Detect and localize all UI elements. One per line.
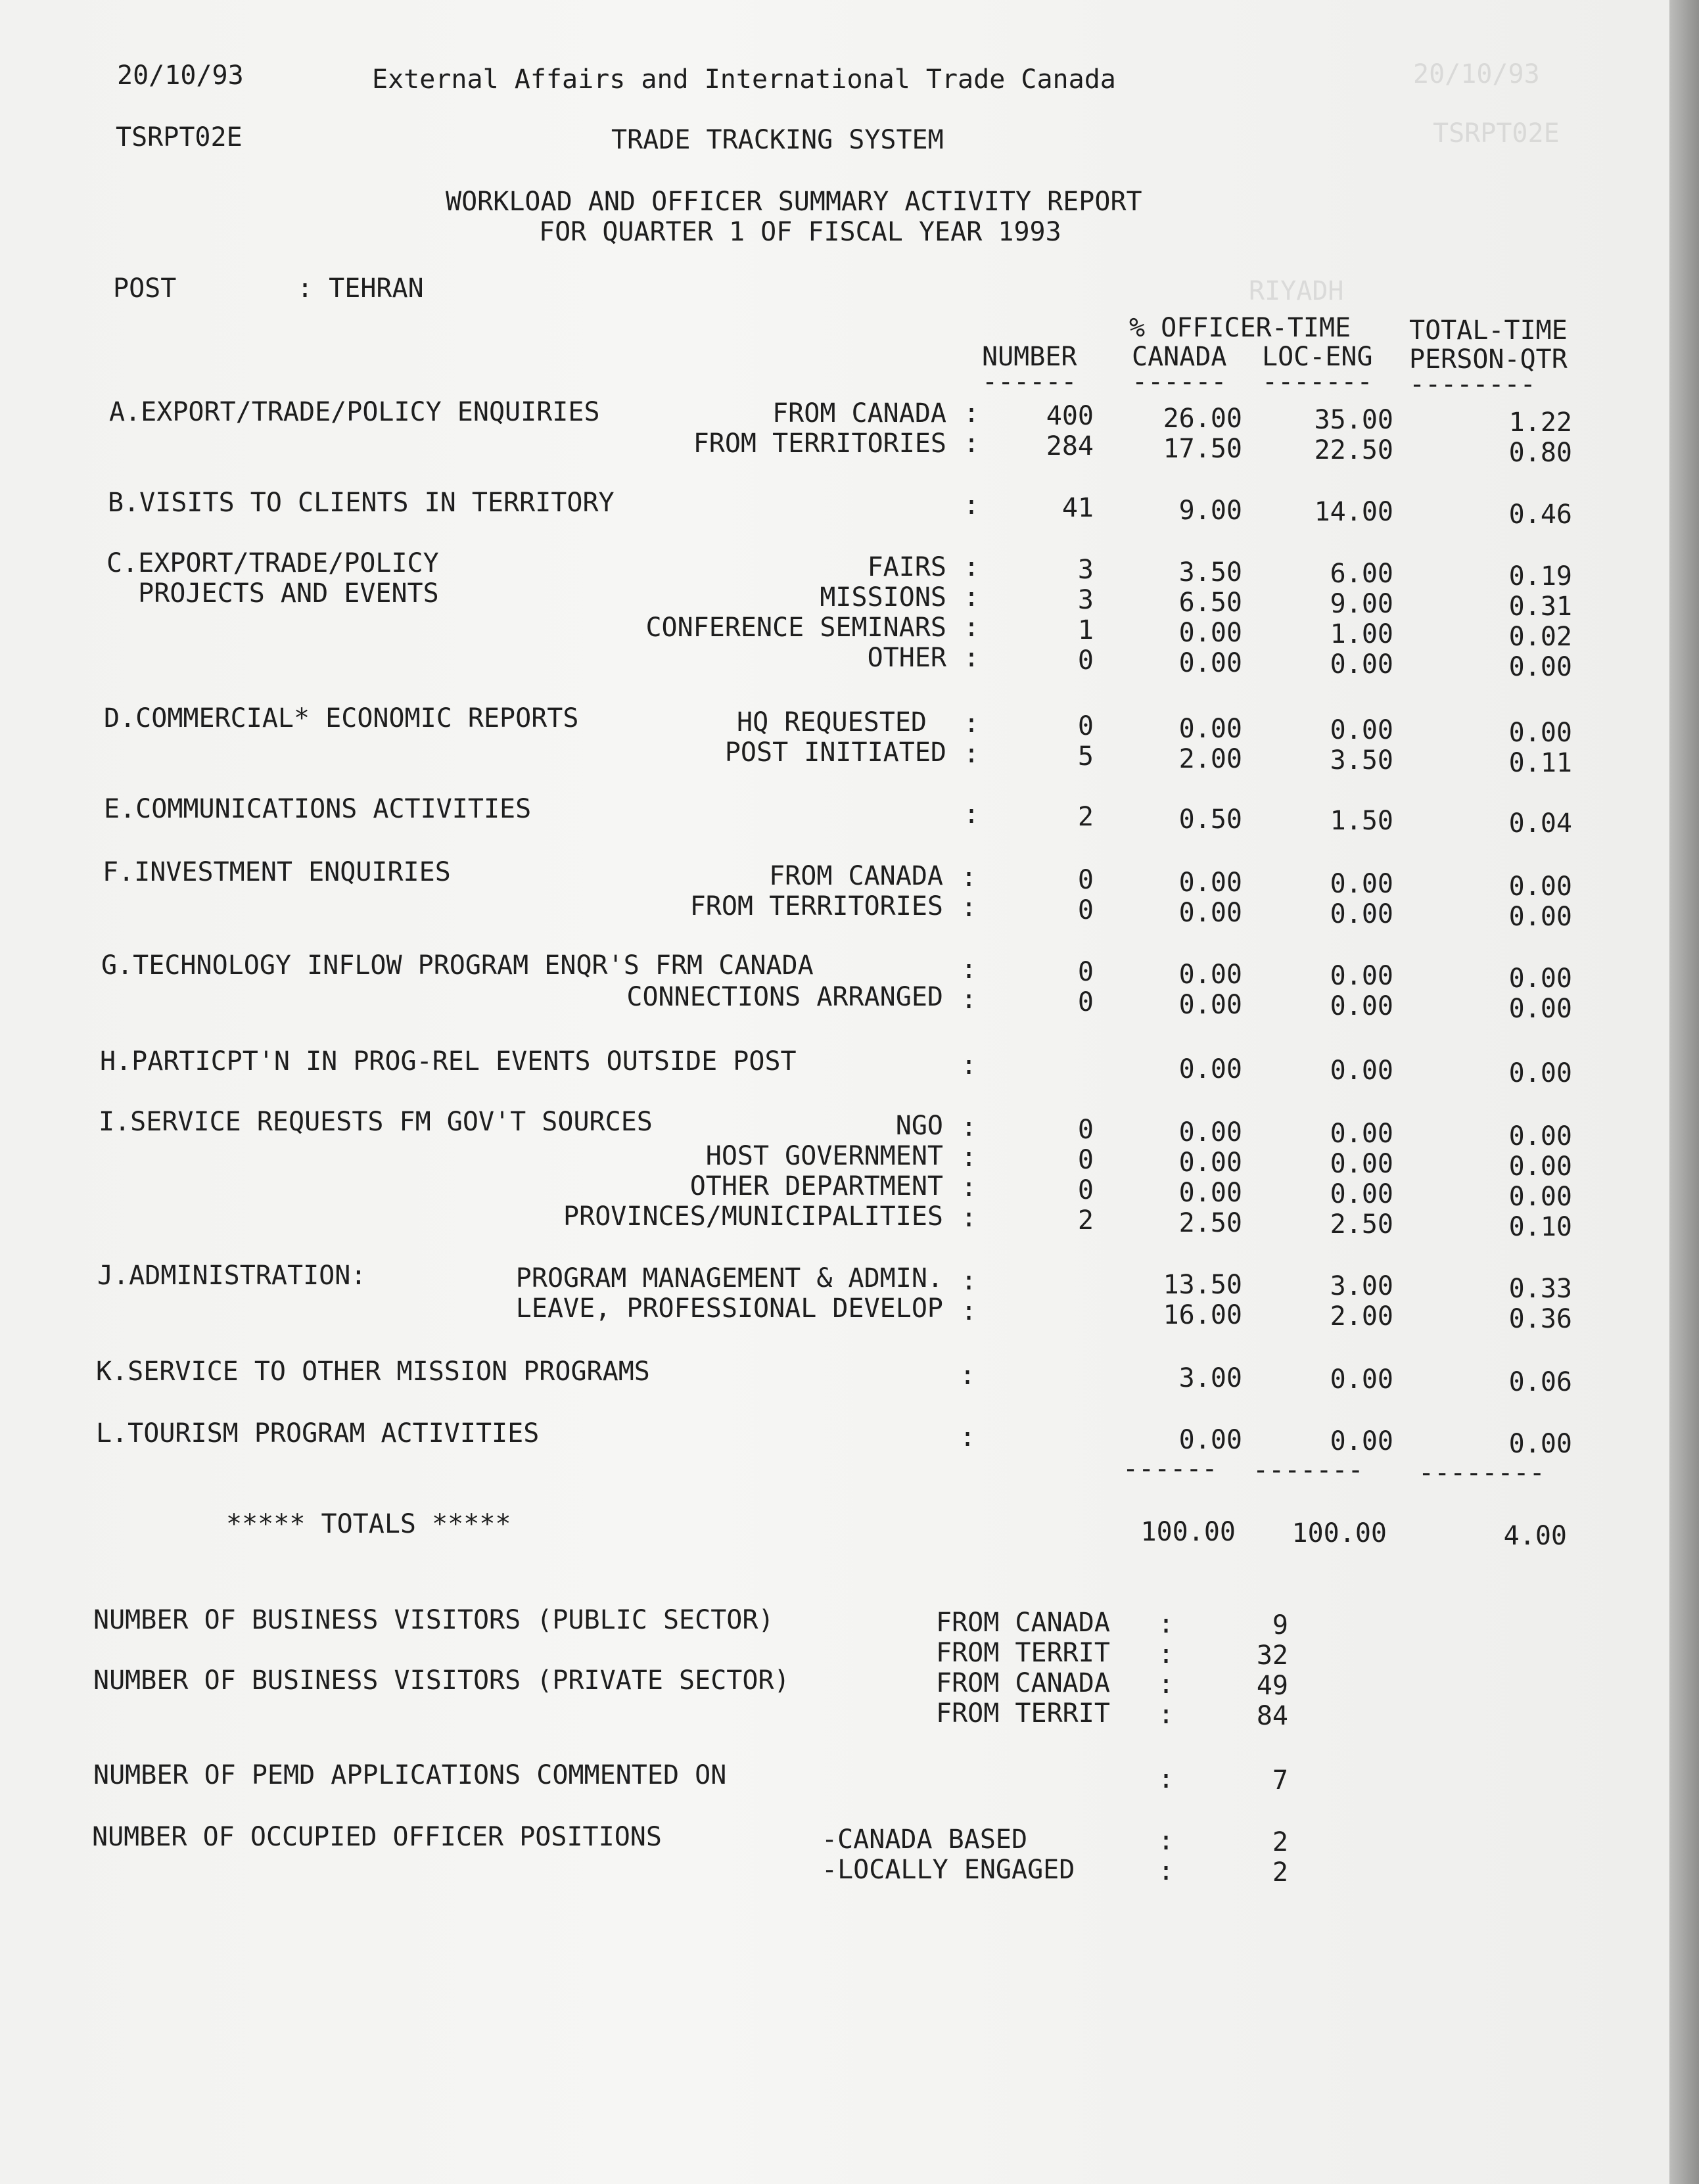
row-number: 284 xyxy=(1046,431,1094,461)
row-number: 0 xyxy=(1077,987,1094,1017)
row-loc-eng: 0.00 xyxy=(1330,1426,1393,1456)
row-number: 400 xyxy=(1046,401,1094,431)
row-sublabel: MISSIONS xyxy=(820,582,946,613)
row-label: B.VISITS TO CLIENTS IN TERRITORY xyxy=(108,488,615,518)
department-name: External Affairs and International Trade Canada xyxy=(372,64,1116,95)
row-colon: : xyxy=(964,582,980,613)
row-colon: : xyxy=(964,552,980,582)
row-loc-eng: 0.00 xyxy=(1330,961,1393,991)
row-label: A.EXPORT/TRADE/POLICY ENQUIRIES xyxy=(109,397,600,427)
row-sublabel: FROM TERRITORIES xyxy=(689,891,943,921)
row-label: H.PARTICPT'N IN PROG-REL EVENTS OUTSIDE POST xyxy=(100,1046,797,1077)
stat-sublabel: -CANADA BASED xyxy=(822,1824,1028,1855)
row-loc-eng: 0.00 xyxy=(1330,649,1393,680)
row-number: 0 xyxy=(1077,1115,1094,1145)
row-colon: : xyxy=(964,490,980,521)
row-number: 0 xyxy=(1077,957,1094,987)
row-colon: : xyxy=(961,1266,977,1296)
row-number: 5 xyxy=(1077,741,1094,772)
row-person-qtr: 0.31 xyxy=(1508,592,1572,622)
column-rule: ------ xyxy=(1132,367,1227,397)
stat-sublabel: FROM CANADA xyxy=(936,1668,1110,1698)
row-canada: 0.00 xyxy=(1178,1148,1242,1178)
row-colon: : xyxy=(964,739,980,769)
row-person-qtr: 0.00 xyxy=(1508,871,1572,902)
row-canada: 0.50 xyxy=(1178,804,1242,835)
row-sublabel: OTHER DEPARTMENT xyxy=(689,1171,943,1201)
report-date: 20/10/93 xyxy=(117,60,244,91)
row-canada: 3.50 xyxy=(1178,557,1242,588)
row-sublabel: PROVINCES/MUNICIPALITIES xyxy=(563,1201,943,1232)
column-number: NUMBER xyxy=(982,342,1077,372)
row-sublabel: NGO xyxy=(895,1111,943,1141)
row-number: 41 xyxy=(1061,493,1094,523)
row-loc-eng: 0.00 xyxy=(1330,1119,1393,1149)
row-colon: : xyxy=(961,954,977,985)
stat-sublabel: FROM CANADA xyxy=(936,1608,1110,1638)
row-canada: 3.00 xyxy=(1178,1363,1242,1393)
row-loc-eng: 1.50 xyxy=(1330,806,1393,836)
row-sublabel: POST INITIATED xyxy=(724,737,946,768)
row-number: 2 xyxy=(1077,1205,1094,1236)
officer-time-heading: % OFFICER-TIME xyxy=(1129,313,1351,343)
row-canada: 0.00 xyxy=(1178,1425,1242,1455)
row-person-qtr: 0.00 xyxy=(1508,902,1572,932)
row-person-qtr: 0.00 xyxy=(1508,718,1572,748)
row-person-qtr: 0.33 xyxy=(1508,1274,1572,1304)
row-number: 3 xyxy=(1077,555,1094,585)
row-label: E.COMMUNICATIONS ACTIVITIES xyxy=(104,794,532,824)
row-colon: : xyxy=(960,1360,976,1391)
row-number: 0 xyxy=(1077,711,1094,741)
bleed-through: RIYADH xyxy=(1249,276,1344,306)
stat-value: 9 xyxy=(1272,1610,1288,1640)
totals-person-qtr: 4.00 xyxy=(1503,1521,1567,1551)
column-canada: CANADA xyxy=(1132,342,1227,372)
column-person-qtr: PERSON-QTR xyxy=(1409,344,1568,375)
row-loc-eng: 3.50 xyxy=(1330,745,1393,776)
totals-loc-eng: 100.00 xyxy=(1292,1518,1387,1548)
row-sublabel: HQ REQUESTED xyxy=(737,707,927,737)
row-sublabel: CONFERENCE SEMINARS xyxy=(645,613,946,643)
stat-sublabel: -LOCALLY ENGAGED xyxy=(822,1855,1075,1885)
post-label: POST xyxy=(113,273,177,304)
row-number: 0 xyxy=(1077,865,1094,895)
stat-label: NUMBER OF BUSINESS VISITORS (PRIVATE SECTOR) xyxy=(93,1665,790,1696)
row-colon: : xyxy=(964,799,980,829)
row-loc-eng: 9.00 xyxy=(1330,589,1393,619)
row-loc-eng: 0.00 xyxy=(1330,869,1393,899)
row-loc-eng: 0.00 xyxy=(1330,899,1393,929)
row-loc-eng: 0.00 xyxy=(1330,991,1393,1021)
stat-label: NUMBER OF PEMD APPLICATIONS COMMENTED ON xyxy=(93,1760,727,1790)
stat-value: 2 xyxy=(1272,1827,1288,1857)
row-person-qtr: 0.00 xyxy=(1508,1121,1572,1151)
row-loc-eng: 0.00 xyxy=(1330,1056,1393,1086)
row-person-qtr: 0.46 xyxy=(1508,500,1572,530)
row-canada: 0.00 xyxy=(1178,648,1242,678)
totals-rule: -------- xyxy=(1418,1458,1545,1488)
row-number: 0 xyxy=(1077,645,1094,676)
row-canada: 6.50 xyxy=(1178,588,1242,618)
row-colon: : xyxy=(964,429,980,459)
stat-colon: : xyxy=(1158,1700,1175,1730)
row-person-qtr: 0.02 xyxy=(1508,622,1572,652)
bleed-through: TSRPT02E xyxy=(1433,118,1560,149)
row-person-qtr: 0.00 xyxy=(1508,1058,1572,1088)
row-number: 3 xyxy=(1077,585,1094,615)
row-person-qtr: 0.00 xyxy=(1508,964,1572,994)
row-label: J.ADMINISTRATION: xyxy=(97,1261,367,1291)
stat-colon: : xyxy=(1158,1639,1175,1669)
row-person-qtr: 0.36 xyxy=(1508,1304,1572,1334)
row-sublabel: FROM TERRITORIES xyxy=(693,429,946,459)
row-person-qtr: 0.80 xyxy=(1508,438,1572,468)
row-sublabel: CONNECTIONS ARRANGED xyxy=(626,982,943,1012)
row-loc-eng: 14.00 xyxy=(1314,497,1393,527)
row-person-qtr: 0.11 xyxy=(1508,748,1572,778)
row-loc-eng: 22.50 xyxy=(1314,435,1393,465)
stat-value: 2 xyxy=(1272,1857,1288,1888)
row-colon: : xyxy=(964,613,980,643)
row-person-qtr: 0.00 xyxy=(1508,1182,1572,1212)
column-rule: -------- xyxy=(1409,369,1536,400)
row-canada: 0.00 xyxy=(1178,1178,1242,1208)
row-person-qtr: 0.00 xyxy=(1508,1429,1572,1459)
row-canada: 0.00 xyxy=(1178,714,1242,744)
row-label: F.INVESTMENT ENQUIRIES xyxy=(103,857,451,887)
row-number: 0 xyxy=(1077,895,1094,925)
total-time-heading: TOTAL-TIME xyxy=(1409,315,1568,346)
stat-colon: : xyxy=(1158,1856,1175,1886)
row-sublabel: FROM CANADA xyxy=(769,861,943,891)
stat-value: 7 xyxy=(1272,1765,1288,1796)
row-loc-eng: 0.00 xyxy=(1330,1179,1393,1209)
totals-canada: 100.00 xyxy=(1140,1517,1236,1547)
column-rule: ------- xyxy=(1262,367,1373,397)
row-label: PROJECTS AND EVENTS xyxy=(106,578,439,609)
row-label: C.EXPORT/TRADE/POLICY xyxy=(106,548,439,578)
row-person-qtr: 0.00 xyxy=(1508,1151,1572,1182)
post-value: : TEHRAN xyxy=(297,273,424,304)
report-subtitle: FOR QUARTER 1 OF FISCAL YEAR 1993 xyxy=(539,217,1061,247)
bleed-through: 20/10/93 xyxy=(1413,59,1540,89)
row-person-qtr: 0.00 xyxy=(1508,994,1572,1024)
totals-rule: ------ xyxy=(1123,1454,1218,1484)
row-colon: : xyxy=(964,709,980,739)
row-person-qtr: 1.22 xyxy=(1508,407,1572,438)
row-person-qtr: 0.00 xyxy=(1508,652,1572,682)
row-canada: 17.50 xyxy=(1163,434,1242,464)
row-canada: 0.00 xyxy=(1178,868,1242,898)
row-sublabel: LEAVE, PROFESSIONAL DEVELOP xyxy=(515,1293,943,1324)
row-sublabel: OTHER xyxy=(867,643,946,673)
row-canada: 26.00 xyxy=(1163,404,1242,434)
row-loc-eng: 3.00 xyxy=(1330,1271,1393,1301)
stat-label: NUMBER OF OCCUPIED OFFICER POSITIONS xyxy=(92,1822,662,1852)
row-sublabel: FAIRS xyxy=(867,552,946,582)
row-canada: 0.00 xyxy=(1178,1117,1242,1148)
row-canada: 9.00 xyxy=(1178,496,1242,526)
row-canada: 0.00 xyxy=(1178,990,1242,1020)
row-colon: : xyxy=(961,1173,977,1203)
system-name: TRADE TRACKING SYSTEM xyxy=(611,125,944,155)
row-colon: : xyxy=(964,398,980,429)
stat-sublabel: FROM TERRIT xyxy=(936,1638,1110,1668)
row-canada: 2.50 xyxy=(1178,1208,1242,1238)
row-loc-eng: 0.00 xyxy=(1330,1364,1393,1395)
row-label: L.TOURISM PROGRAM ACTIVITIES xyxy=(96,1418,540,1449)
row-colon: : xyxy=(961,1050,977,1080)
row-sublabel: PROGRAM MANAGEMENT & ADMIN. xyxy=(515,1263,943,1293)
row-label: I.SERVICE REQUESTS FM GOV'T SOURCES xyxy=(99,1107,653,1137)
stat-sublabel: FROM TERRIT xyxy=(936,1698,1110,1729)
report-id: TSRPT02E xyxy=(116,122,243,152)
stat-colon: : xyxy=(1158,1764,1175,1794)
stat-colon: : xyxy=(1158,1826,1175,1856)
totals-label: ***** TOTALS ***** xyxy=(226,1509,511,1539)
row-colon: : xyxy=(960,1422,976,1452)
row-loc-eng: 6.00 xyxy=(1330,559,1393,589)
row-loc-eng: 35.00 xyxy=(1314,405,1393,435)
column-rule: ------ xyxy=(982,367,1077,397)
row-loc-eng: 1.00 xyxy=(1330,619,1393,649)
column-loc-eng: LOC-ENG xyxy=(1262,342,1373,372)
row-person-qtr: 0.04 xyxy=(1508,808,1572,839)
row-label: K.SERVICE TO OTHER MISSION PROGRAMS xyxy=(96,1357,650,1387)
row-canada: 0.00 xyxy=(1178,960,1242,990)
row-canada: 16.00 xyxy=(1163,1300,1242,1330)
row-colon: : xyxy=(961,862,977,893)
row-number: 0 xyxy=(1077,1175,1094,1205)
row-canada: 0.00 xyxy=(1178,1054,1242,1084)
row-colon: : xyxy=(961,1296,977,1326)
row-label: D.COMMERCIAL* ECONOMIC REPORTS xyxy=(104,703,579,733)
row-person-qtr: 0.06 xyxy=(1508,1367,1572,1397)
row-person-qtr: 0.10 xyxy=(1508,1212,1572,1242)
row-colon: : xyxy=(961,985,977,1015)
row-sublabel: HOST GOVERNMENT xyxy=(705,1141,943,1171)
row-canada: 2.00 xyxy=(1178,744,1242,774)
report-title: WORKLOAD AND OFFICER SUMMARY ACTIVITY REPORT xyxy=(446,187,1142,217)
row-number: 0 xyxy=(1077,1145,1094,1175)
row-number: 1 xyxy=(1077,615,1094,645)
stat-value: 49 xyxy=(1256,1671,1288,1701)
row-canada: 0.00 xyxy=(1178,898,1242,928)
stat-colon: : xyxy=(1158,1609,1175,1639)
stat-label: NUMBER OF BUSINESS VISITORS (PUBLIC SECTOR) xyxy=(93,1605,774,1635)
row-canada: 13.50 xyxy=(1163,1270,1242,1300)
row-colon: : xyxy=(964,643,980,673)
stat-value: 32 xyxy=(1256,1640,1288,1671)
totals-rule: ------- xyxy=(1253,1455,1364,1485)
row-colon: : xyxy=(961,1112,977,1142)
row-canada: 0.00 xyxy=(1178,618,1242,648)
row-sublabel: FROM CANADA xyxy=(772,398,946,429)
row-loc-eng: 2.00 xyxy=(1330,1301,1393,1332)
row-loc-eng: 0.00 xyxy=(1330,715,1393,745)
row-loc-eng: 2.50 xyxy=(1330,1209,1393,1240)
row-colon: : xyxy=(961,893,977,923)
row-loc-eng: 0.00 xyxy=(1330,1149,1393,1179)
page-edge-shadow xyxy=(1669,0,1699,2184)
row-colon: : xyxy=(961,1203,977,1233)
row-label: G.TECHNOLOGY INFLOW PROGRAM ENQR'S FRM CANADA xyxy=(101,950,814,981)
row-person-qtr: 0.19 xyxy=(1508,561,1572,592)
stat-colon: : xyxy=(1158,1669,1175,1700)
row-number: 2 xyxy=(1077,802,1094,832)
row-colon: : xyxy=(961,1142,977,1173)
stat-value: 84 xyxy=(1256,1701,1288,1731)
